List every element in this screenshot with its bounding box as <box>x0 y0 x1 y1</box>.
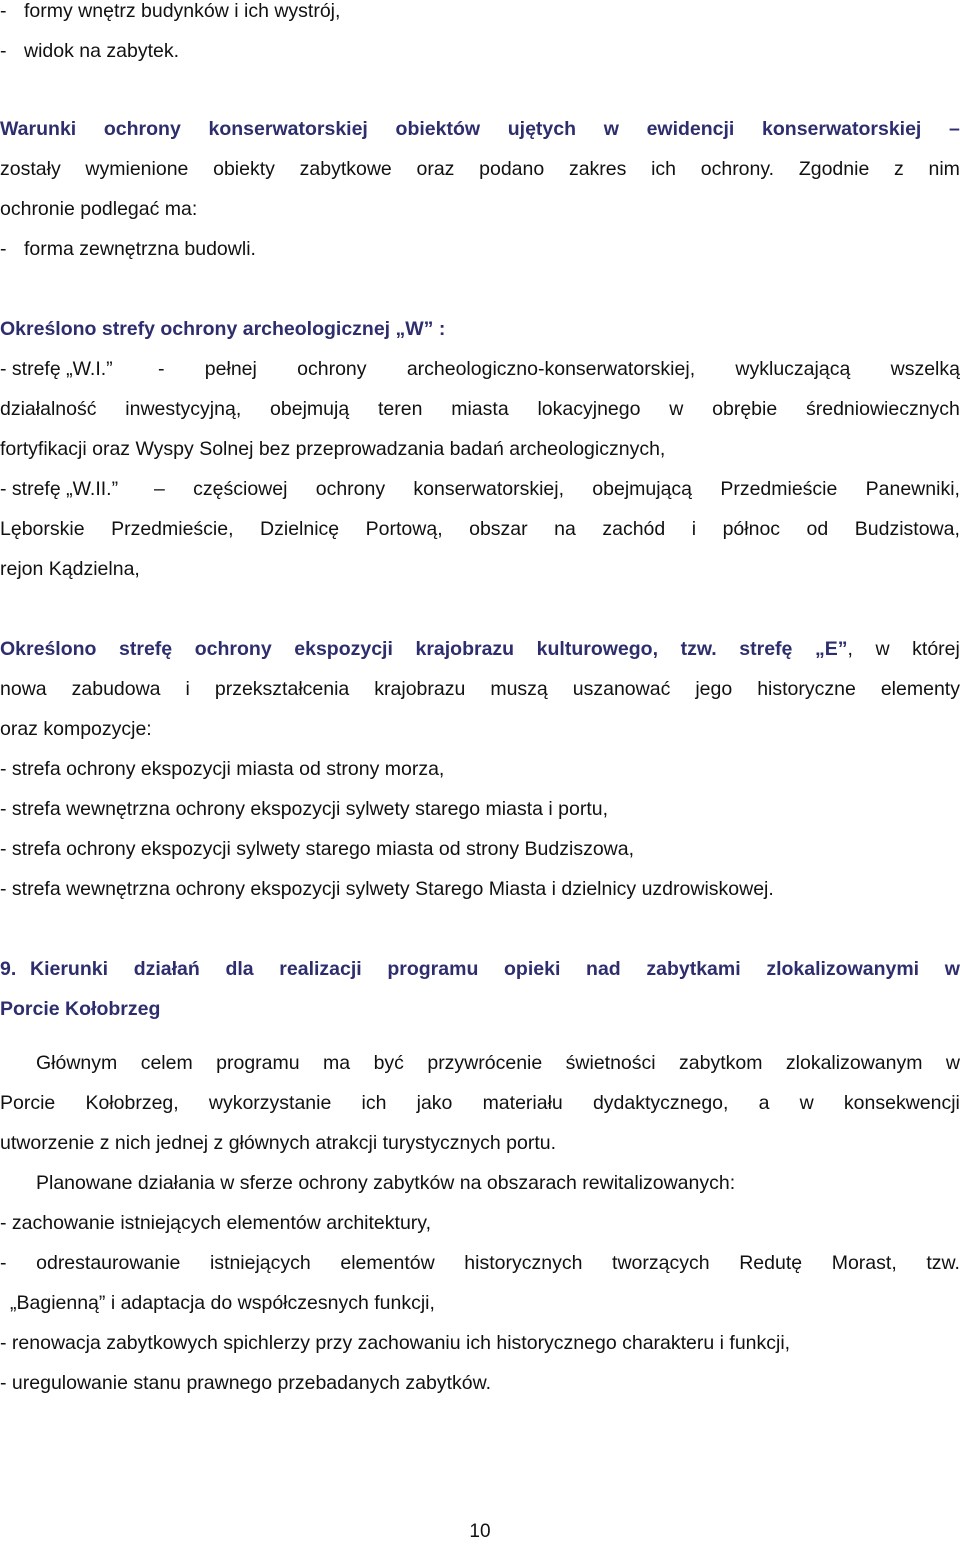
list-item <box>0 1246 960 1280</box>
word: przywrócenie <box>427 1052 543 1074</box>
word: z <box>894 158 904 180</box>
word: Zgodnie <box>798 158 870 180</box>
paragraph-line: utworzenie z nich jednej z głównych atrakcji turystycznych portu. <box>0 1132 556 1154</box>
word: oraz <box>416 158 455 180</box>
word: ochrony <box>194 638 272 660</box>
word: zlokalizowanym <box>785 1052 923 1074</box>
word: Morast, <box>831 1252 897 1274</box>
word: strefę <box>119 638 173 660</box>
word: Przedmieście <box>720 478 838 500</box>
dash: - <box>0 238 7 260</box>
word: strefę <box>739 638 793 660</box>
word: miasta <box>451 398 509 420</box>
word: realizacji <box>279 958 362 980</box>
paragraph-line <box>0 152 960 186</box>
word: krajobrazu <box>374 678 466 700</box>
section-heading-line <box>0 952 960 986</box>
word: świetności <box>565 1052 656 1074</box>
word: pełnej <box>204 358 257 380</box>
list-item: - renowacja zabytkowych spichlerzy przy zachowaniu ich historycznego charakteru i funkcji, <box>0 1332 791 1354</box>
word: i <box>691 518 697 540</box>
word: Porcie <box>0 1092 56 1114</box>
zone-label: - strefę „W.I.” <box>0 358 113 380</box>
word: ujętych <box>507 118 577 140</box>
word: północ <box>722 518 781 540</box>
word: średniowiecznych <box>806 398 960 420</box>
word: ich <box>361 1092 387 1114</box>
word: przekształcenia <box>214 678 350 700</box>
word: jako <box>416 1092 453 1114</box>
word: działalność <box>0 398 97 420</box>
word: nad <box>586 958 621 980</box>
section-heading-line <box>0 112 960 146</box>
list-item: - strefa wewnętrzna ochrony ekspozycji sylwety Starego Miasta i dzielnicy uzdrowiskowej. <box>0 878 774 900</box>
word: Kołobrzeg, <box>85 1092 179 1114</box>
word: krajobrazu <box>415 638 515 660</box>
list-item-continuation: „Bagienną” i adaptacja do współczesnych funkcji, <box>10 1292 435 1314</box>
word: w <box>669 398 684 420</box>
word: wykorzystanie <box>208 1092 332 1114</box>
bullet-text: forma zewnętrzna budowli. <box>24 238 256 260</box>
bullet-text: widok na zabytek. <box>24 40 180 62</box>
word: obszar <box>469 518 528 540</box>
word: obejmującą <box>592 478 693 500</box>
word: Dzielnicę <box>260 518 340 540</box>
word: zabytkami <box>646 958 741 980</box>
word: inwestycyjną, <box>125 398 242 420</box>
word: wykluczającą <box>735 358 851 380</box>
word: być <box>373 1052 404 1074</box>
word: uszanować <box>572 678 671 700</box>
list-item: - strefa ochrony ekspozycji miasta od strony morza, <box>0 758 445 780</box>
section-number: 9. <box>0 958 17 980</box>
zone-description <box>158 352 960 386</box>
paragraph-line <box>0 672 960 706</box>
word: konsekwencji <box>843 1092 960 1114</box>
word: Głównym <box>36 1052 118 1074</box>
word: ich <box>651 158 677 180</box>
word: jego <box>695 678 733 700</box>
word: obiektów <box>395 118 481 140</box>
word: obrębie <box>712 398 778 420</box>
word: zabytkom <box>679 1052 763 1074</box>
word: zabytkowe <box>299 158 392 180</box>
word: Lęborskie <box>0 518 85 540</box>
word: obejmują <box>270 398 350 420</box>
word: wszelką <box>890 358 960 380</box>
word-group <box>815 632 853 666</box>
paragraph-line <box>36 1046 960 1080</box>
word: działań <box>133 958 200 980</box>
zone-label: - strefę „W.II.” <box>0 478 119 500</box>
word: ochrony <box>103 118 181 140</box>
word: konserwatorskiej <box>762 118 922 140</box>
word: Kierunki <box>30 958 109 980</box>
word: tzw. <box>926 1252 960 1274</box>
bullet-line <box>0 0 960 28</box>
word: historyczne <box>757 678 856 700</box>
word: tworzących <box>612 1252 710 1274</box>
word: programu <box>387 958 479 980</box>
word: ochrony. <box>700 158 775 180</box>
word: dydaktycznego, <box>592 1092 729 1114</box>
paragraph-line <box>0 1086 960 1120</box>
word: – <box>949 118 960 140</box>
word: zostały <box>0 158 61 180</box>
word: nim <box>928 158 960 180</box>
word: – <box>154 478 165 500</box>
section-heading-line <box>0 312 960 346</box>
word: Warunki <box>0 118 77 140</box>
paragraph-line <box>0 512 960 546</box>
word: istniejących <box>209 1252 311 1274</box>
word: dla <box>225 958 254 980</box>
word: w <box>875 638 890 660</box>
word: ochrony <box>297 358 367 380</box>
word: - <box>158 358 165 380</box>
paragraph-line <box>0 472 960 506</box>
word: zabudowa <box>71 678 161 700</box>
section-heading-line <box>0 632 960 666</box>
word: , <box>847 638 853 660</box>
word: historycznych <box>464 1252 583 1274</box>
section-title-continuation: Porcie Kołobrzeg <box>0 998 161 1020</box>
word: odrestaurowanie <box>36 1252 181 1274</box>
bullet-line <box>0 34 960 68</box>
word: ma <box>323 1052 351 1074</box>
list-item: - uregulowanie stanu prawnego przebadanych zabytków. <box>0 1372 492 1394</box>
word: materiału <box>482 1092 563 1114</box>
word: - <box>0 1252 7 1274</box>
word: wymienione <box>85 158 189 180</box>
paragraph-line: rejon Kądzielna, <box>0 558 140 580</box>
bullet-text: formy wnętrz budynków i ich wystrój, <box>24 0 341 22</box>
word: podano <box>479 158 545 180</box>
word: a <box>758 1092 770 1114</box>
list-item: - strefa ochrony ekspozycji sylwety starego miasta od strony Budziszowa, <box>0 838 635 860</box>
word: zachód <box>602 518 666 540</box>
section-title <box>30 952 960 986</box>
page-number: 10 <box>469 1521 491 1542</box>
word: ewidencji <box>646 118 735 140</box>
list-item: - zachowanie istniejących elementów architektury, <box>0 1212 431 1234</box>
word: Portową, <box>365 518 443 540</box>
list-item: - strefa wewnętrzna ochrony ekspozycji sylwety starego miasta i portu, <box>0 798 608 820</box>
word: „E” <box>814 638 848 660</box>
word: w <box>799 1092 814 1114</box>
paragraph-line: oraz kompozycje: <box>0 718 152 740</box>
word: w <box>603 118 619 140</box>
word: teren <box>377 398 423 420</box>
word: archeologiczno-konserwatorskiej, <box>406 358 696 380</box>
word: w <box>944 958 960 980</box>
word: zlokalizowanymi <box>766 958 920 980</box>
word: celem <box>140 1052 193 1074</box>
heading-text: Określono strefy ochrony archeologicznej <box>0 318 391 340</box>
paragraph-line: ochronie podlegać ma: <box>0 198 198 220</box>
bullet-line <box>0 232 960 266</box>
word: opieki <box>504 958 561 980</box>
word: na <box>554 518 576 540</box>
word: nowa <box>0 678 47 700</box>
word: ochrony <box>315 478 386 500</box>
word: tzw. <box>680 638 717 660</box>
word: kulturowego, <box>536 638 659 660</box>
word: ekspozycji <box>294 638 393 660</box>
word: w <box>945 1052 960 1074</box>
word: lokacyjnego <box>537 398 641 420</box>
word: programu <box>216 1052 300 1074</box>
paragraph-line: Planowane działania w sferze ochrony zabytków na obszarach rewitalizowanych: <box>36 1172 736 1194</box>
word: Redutę <box>739 1252 803 1274</box>
word: zakres <box>568 158 627 180</box>
word: konserwatorskiej, <box>413 478 565 500</box>
word: i <box>185 678 190 700</box>
dash: - <box>0 40 7 62</box>
word: częściowej <box>193 478 288 500</box>
word: Panewniki, <box>865 478 960 500</box>
word: muszą <box>490 678 548 700</box>
zone-description <box>154 472 960 506</box>
dash: - <box>0 0 7 22</box>
paragraph-line: fortyfikacji oraz Wyspy Solnej bez przeprowadzania badań archeologicznych, <box>0 438 666 460</box>
word: Przedmieście, <box>111 518 234 540</box>
word: której <box>912 638 960 660</box>
heading-suffix: „W” : <box>390 318 446 340</box>
word: elementy <box>880 678 960 700</box>
paragraph-line <box>0 392 960 426</box>
word: elementów <box>340 1252 435 1274</box>
word: obiekty <box>213 158 275 180</box>
word: Budzistowa, <box>854 518 960 540</box>
word: konserwatorskiej <box>208 118 368 140</box>
word: Określono <box>0 638 97 660</box>
paragraph-line <box>0 352 960 386</box>
word: od <box>806 518 829 540</box>
